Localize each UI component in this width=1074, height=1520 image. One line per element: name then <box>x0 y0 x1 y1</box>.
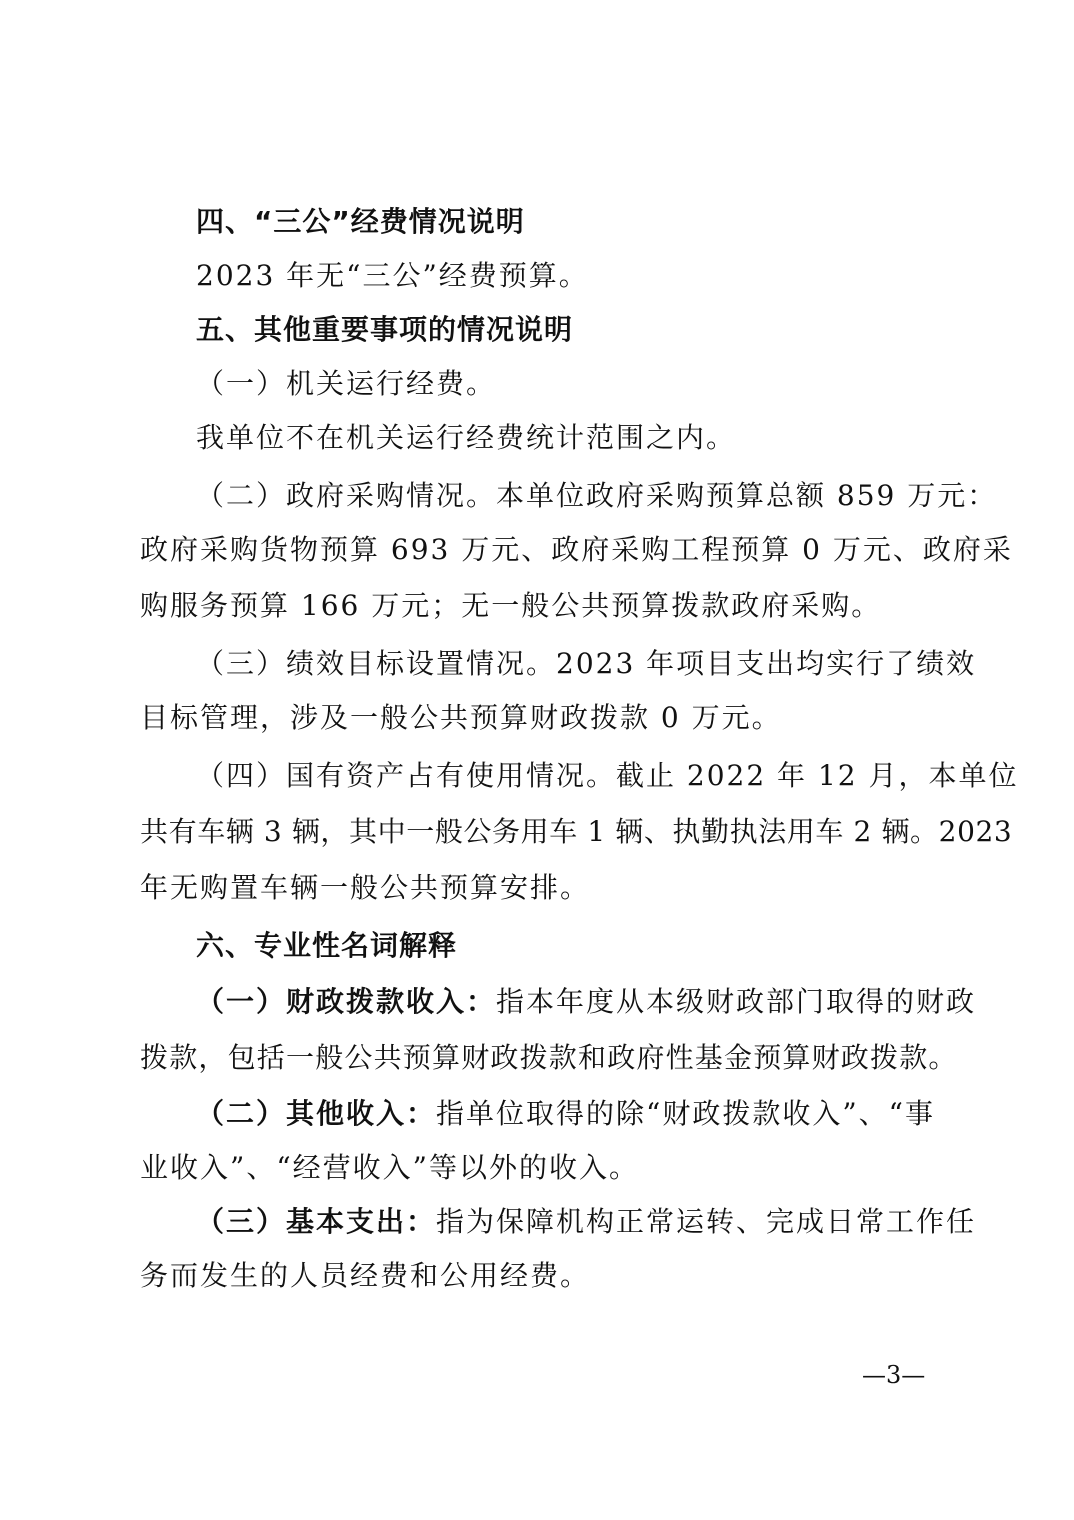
term-2-label: （二）其他收入： <box>196 1097 437 1130</box>
section-4-text: 2023 年无“三公”经费预算。 <box>196 259 589 292</box>
term-2-definition: 指单位取得的除“财政拨款收入”、“事 <box>436 1097 935 1130</box>
page-number: —3— <box>862 1361 926 1389</box>
term-3-label: （三）基本支出： <box>196 1205 437 1238</box>
term-3-line-1 <box>196 1204 976 1240</box>
section-5-item-1-title: （一）机关运行经费。 <box>196 367 497 400</box>
section-5-heading: 五、其他重要事项的情况说明 <box>196 313 574 346</box>
section-6-heading: 六、专业性名词解释 <box>196 929 458 962</box>
term-2-line-2: 业收入”、“经营收入”等以外的收入。 <box>140 1151 639 1184</box>
term-1-line-1 <box>196 984 976 1020</box>
term-1-line-2: 拨款，包括一般公共预算财政拨款和政府性基金预算财政拨款。 <box>140 1041 958 1074</box>
term-3-definition: 指为保障机构正常运转、完成日常工作任 <box>436 1205 977 1238</box>
section-5-item-4-line-3: 年无购置车辆一般公共预算安排。 <box>140 871 591 904</box>
section-5-item-2-line-3: 购服务预算 166 万元；无一般公共预算拨款政府采购。 <box>140 589 882 622</box>
section-5-item-1-text: 我单位不在机关运行经费统计范围之内。 <box>196 421 737 454</box>
section-5-item-4-line-1: （四）国有资产占有使用情况。截止 2022 年 12 月，本单位 <box>196 759 1019 792</box>
section-4-heading: 四、“三公”经费情况说明 <box>196 205 525 238</box>
term-1-label: （一）财政拨款收入： <box>196 985 497 1018</box>
section-5-item-2-line-1: （二）政府采购情况。本单位政府采购预算总额 859 万元： <box>196 479 998 512</box>
term-2-line-1 <box>196 1096 935 1132</box>
section-5-item-4-line-2: 共有车辆 3 辆，其中一般公务用车 1 辆、执勤执法用车 2 辆。2023 <box>140 815 1013 848</box>
section-5-item-3-line-2: 目标管理，涉及一般公共预算财政拨款 0 万元。 <box>140 701 782 734</box>
term-3-line-2: 务而发生的人员经费和公用经费。 <box>140 1259 591 1292</box>
section-5-item-2-line-2: 政府采购货物预算 693 万元、政府采购工程预算 0 万元、政府采 <box>140 533 1013 566</box>
section-5-item-3-line-1: （三）绩效目标设置情况。2023 年项目支出均实行了绩效 <box>196 647 977 680</box>
term-1-definition: 指本年度从本级财政部门取得的财政 <box>496 985 977 1018</box>
